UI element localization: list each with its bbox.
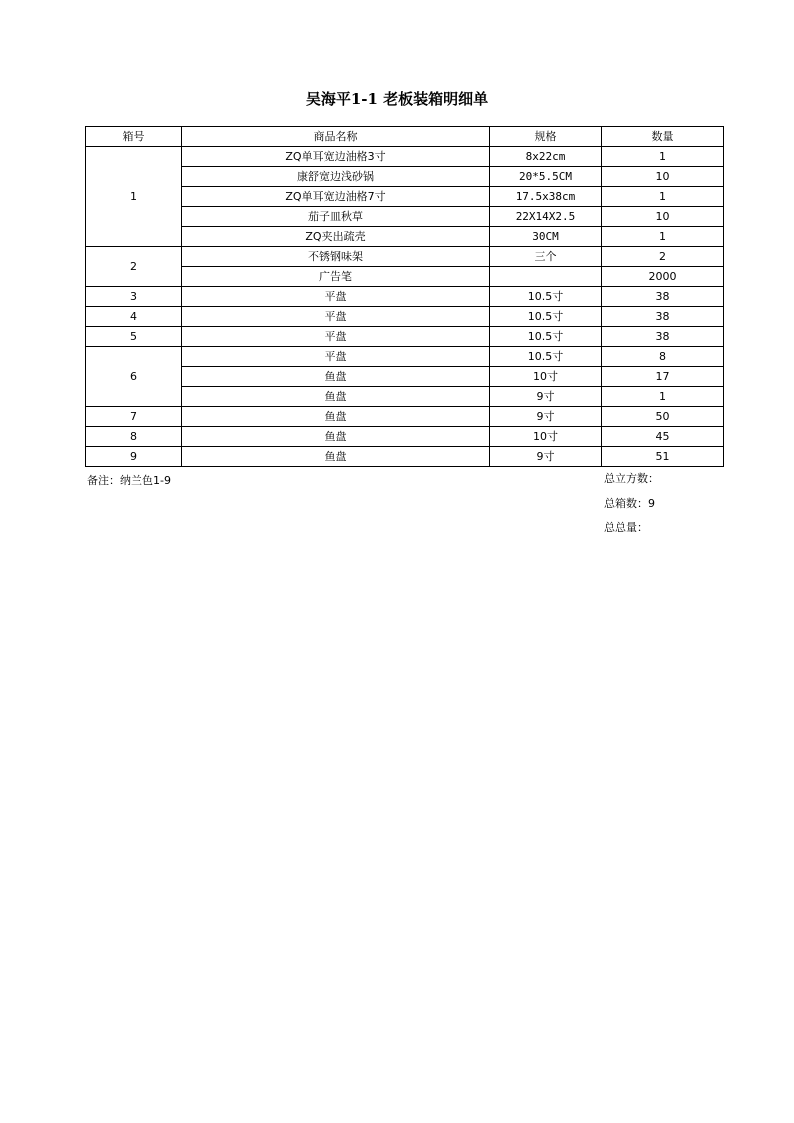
box-number-cell: 8 xyxy=(86,427,182,447)
box-number-cell: 7 xyxy=(86,407,182,427)
product-name-cell: 鱼盘 xyxy=(182,407,490,427)
page-title: 吴海平1-1 老板装箱明细单 xyxy=(305,90,489,108)
product-name-cell: 康舒宽边浅砂锅 xyxy=(182,167,490,187)
product-name-cell: ZQ单耳宽边油格7寸 xyxy=(182,187,490,207)
header-spec: 规格 xyxy=(490,127,602,147)
quantity-cell: 38 xyxy=(602,287,724,307)
quantity-cell: 45 xyxy=(602,427,724,447)
quantity-cell: 2 xyxy=(602,247,724,267)
product-name-cell: 鱼盘 xyxy=(182,387,490,407)
product-name-cell: 鱼盘 xyxy=(182,427,490,447)
quantity-cell: 1 xyxy=(602,387,724,407)
spec-cell: 10.5寸 xyxy=(490,287,602,307)
box-number-cell: 6 xyxy=(86,347,182,407)
table-row xyxy=(86,407,724,427)
total-box-count: 总箱数：9 xyxy=(604,497,655,510)
quantity-cell: 38 xyxy=(602,327,724,347)
product-name-cell: ZQ单耳宽边油格3寸 xyxy=(182,147,490,167)
spec-cell: 22X14X2.5 xyxy=(490,207,602,227)
quantity-cell: 10 xyxy=(602,167,724,187)
box-number-cell: 9 xyxy=(86,447,182,467)
product-name-cell: 平盘 xyxy=(182,307,490,327)
quantity-cell: 1 xyxy=(602,147,724,167)
quantity-cell: 50 xyxy=(602,407,724,427)
remarks-note: 备注：纳兰色1-9 xyxy=(87,474,171,487)
table-row xyxy=(86,187,724,207)
table-row xyxy=(86,367,724,387)
quantity-cell: 2000 xyxy=(602,267,724,287)
spec-cell: 20*5.5CM xyxy=(490,167,602,187)
table-row xyxy=(86,167,724,187)
spec-cell: 10.5寸 xyxy=(490,347,602,367)
box-number-cell: 5 xyxy=(86,327,182,347)
header-quantity: 数量 xyxy=(602,127,724,147)
table-row xyxy=(86,347,724,367)
table-row xyxy=(86,207,724,227)
box-number-cell: 1 xyxy=(86,147,182,247)
product-name-cell: 不锈钢味架 xyxy=(182,247,490,267)
table-row xyxy=(86,267,724,287)
quantity-cell: 1 xyxy=(602,227,724,247)
quantity-cell: 17 xyxy=(602,367,724,387)
table-row xyxy=(86,247,724,267)
table-row xyxy=(86,147,724,167)
spec-cell: 10寸 xyxy=(490,367,602,387)
product-name-cell: 鱼盘 xyxy=(182,367,490,387)
table-row xyxy=(86,447,724,467)
product-name-cell: 平盘 xyxy=(182,287,490,307)
table-row xyxy=(86,227,724,247)
table-row xyxy=(86,387,724,407)
table-row xyxy=(86,427,724,447)
header-product-name: 商品名称 xyxy=(182,127,490,147)
spec-cell: 9寸 xyxy=(490,387,602,407)
table-row xyxy=(86,307,724,327)
product-name-cell: 鱼盘 xyxy=(182,447,490,467)
product-name-cell: ZQ夹出疏壳 xyxy=(182,227,490,247)
total-amount-label: 总总量： xyxy=(604,521,648,534)
spec-cell: 17.5x38cm xyxy=(490,187,602,207)
spec-cell: 10寸 xyxy=(490,427,602,447)
product-name-cell: 平盘 xyxy=(182,327,490,347)
spec-cell: 30CM xyxy=(490,227,602,247)
spec-cell: 9寸 xyxy=(490,407,602,427)
spec-cell: 8x22cm xyxy=(490,147,602,167)
packing-list-table xyxy=(85,126,724,467)
spec-cell xyxy=(490,267,602,287)
table-header-row xyxy=(86,127,724,147)
quantity-cell: 38 xyxy=(602,307,724,327)
product-name-cell: 茄子皿秋草 xyxy=(182,207,490,227)
header-box-number: 箱号 xyxy=(86,127,182,147)
total-volume-label: 总立方数： xyxy=(604,472,659,485)
box-number-cell: 2 xyxy=(86,247,182,287)
quantity-cell: 10 xyxy=(602,207,724,227)
quantity-cell: 1 xyxy=(602,187,724,207)
spec-cell: 10.5寸 xyxy=(490,327,602,347)
spec-cell: 9寸 xyxy=(490,447,602,467)
quantity-cell: 8 xyxy=(602,347,724,367)
spec-cell: 10.5寸 xyxy=(490,307,602,327)
product-name-cell: 广告笔 xyxy=(182,267,490,287)
product-name-cell: 平盘 xyxy=(182,347,490,367)
table-row xyxy=(86,327,724,347)
spec-cell: 三个 xyxy=(490,247,602,267)
quantity-cell: 51 xyxy=(602,447,724,467)
box-number-cell: 3 xyxy=(86,287,182,307)
table-row xyxy=(86,287,724,307)
box-number-cell: 4 xyxy=(86,307,182,327)
table-body xyxy=(86,147,724,467)
